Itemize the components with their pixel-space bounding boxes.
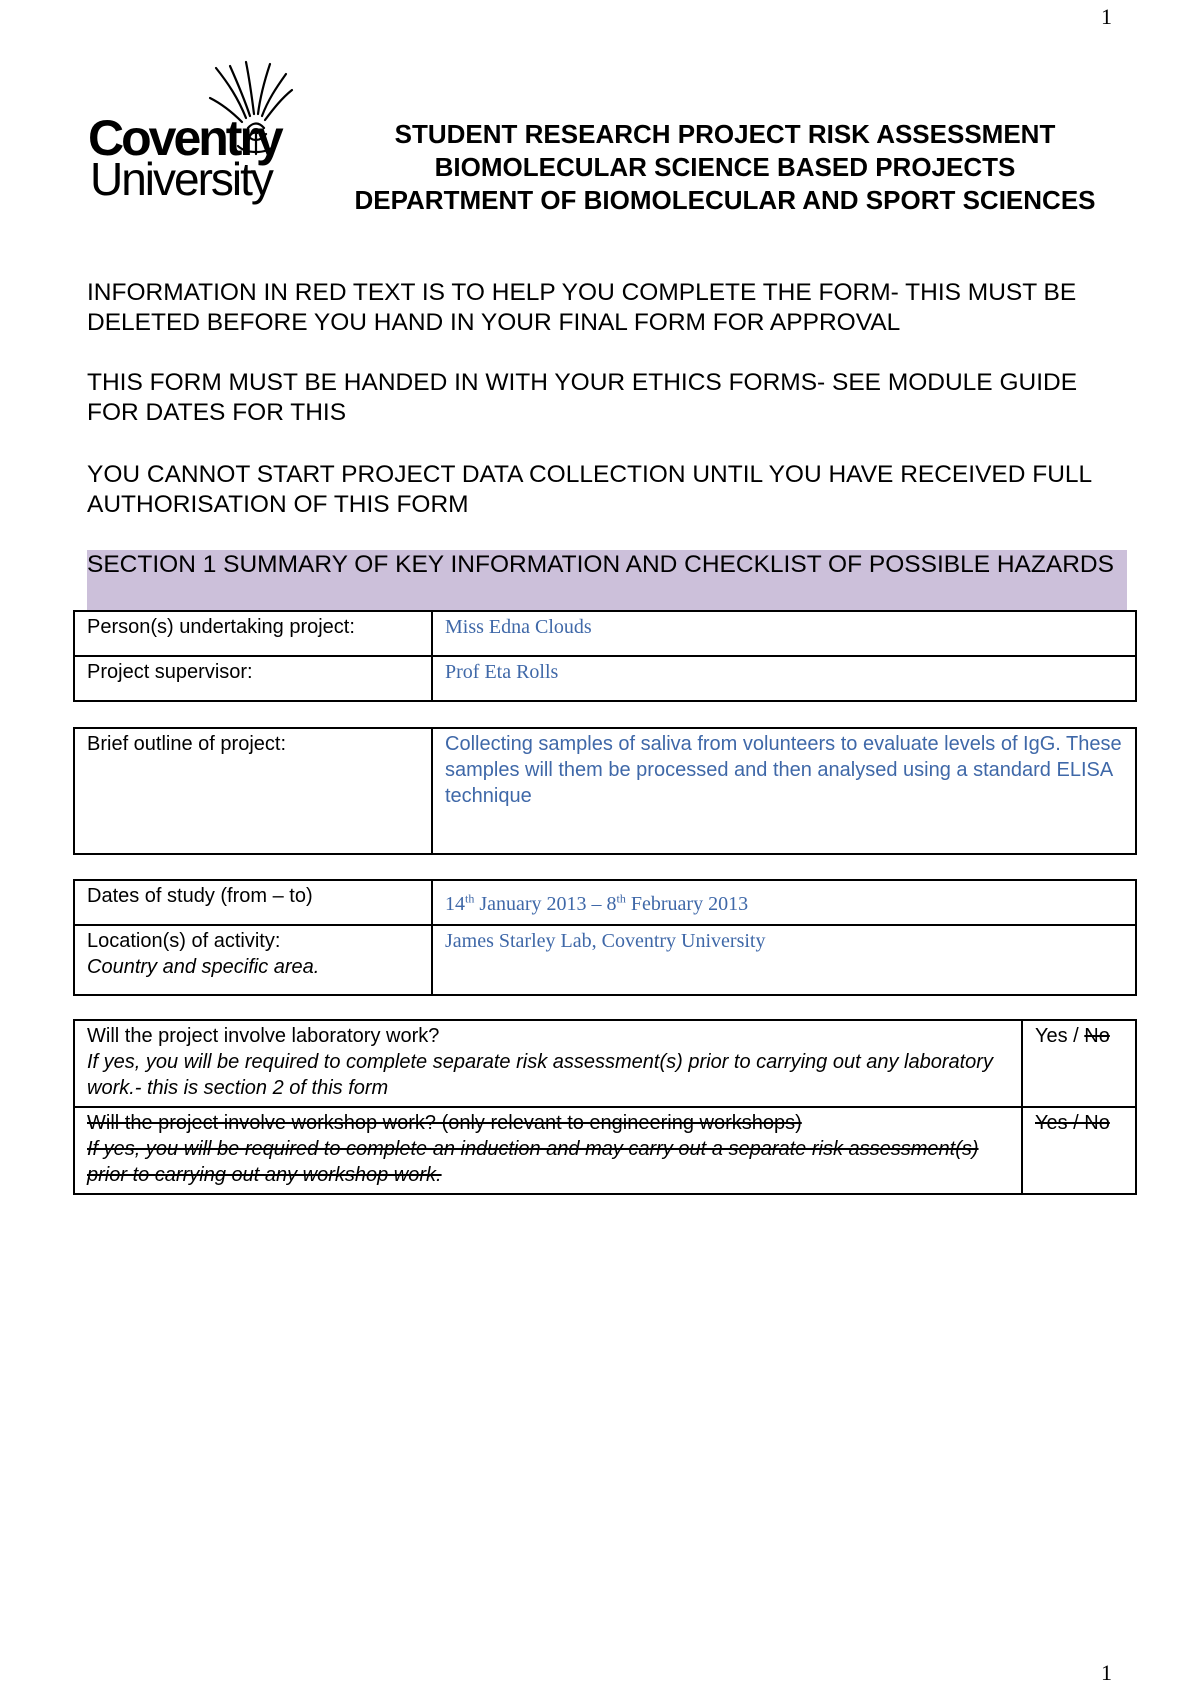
notice-red-text: INFORMATION IN RED TEXT IS TO HELP YOU COMPLETE THE FORM- THIS MUST BE DELETED BEFORE YOU HAND IN YOUR FINAL FORM FOR APPROVAL bbox=[87, 279, 1077, 336]
outline-value[interactable]: Collecting samples of saliva from volunteers to evaluate levels of IgG. These samples will them be processed and then analysed using a standard ELISA technique bbox=[432, 728, 1136, 854]
title-line-3: DEPARTMENT OF BIOMOLECULAR AND SPORT SCIENCES bbox=[354, 185, 1096, 215]
notice-authorisation: YOU CANNOT START PROJECT DATA COLLECTION UNTIL YOU HAVE RECEIVED FULL AUTHORISATION OF THIS FORM bbox=[87, 461, 1092, 518]
coventry-university-logo bbox=[88, 58, 298, 208]
lab-answer[interactable] bbox=[1022, 1020, 1136, 1107]
table-row bbox=[74, 611, 1136, 656]
table-row bbox=[74, 925, 1136, 995]
outline-label: Brief outline of project: bbox=[74, 728, 432, 854]
persons-value[interactable]: Miss Edna Clouds bbox=[432, 611, 1136, 656]
from-rest: January 2013 – bbox=[474, 893, 607, 915]
dates-table bbox=[73, 879, 1137, 996]
document-title bbox=[300, 118, 1150, 217]
dates-value[interactable] bbox=[432, 880, 1136, 925]
lab-no: No bbox=[1084, 1025, 1110, 1047]
lab-yes: Yes / bbox=[1035, 1025, 1085, 1047]
table-row bbox=[74, 880, 1136, 925]
persons-label: Person(s) undertaking project: bbox=[74, 611, 432, 656]
workshop-question: Will the project involve workshop work? (only relevant to engineering workshops) bbox=[87, 1112, 802, 1134]
location-label-cell bbox=[74, 925, 432, 995]
from-day-suffix: th bbox=[465, 891, 475, 906]
workshop-hint: If yes, you will be required to complete an induction and may carry out a separate risk assessment(s) prior to carrying out any workshop work. bbox=[87, 1138, 979, 1186]
supervisor-value[interactable]: Prof Eta Rolls bbox=[432, 656, 1136, 701]
to-day: 8 bbox=[606, 893, 617, 915]
location-hint: Country and specific area. bbox=[87, 956, 320, 978]
title-line-2: BIOMOLECULAR SCIENCE BASED PROJECTS bbox=[434, 152, 1016, 182]
logo-word-coventry: Coventry bbox=[88, 110, 281, 166]
title-line-1: STUDENT RESEARCH PROJECT RISK ASSESSMENT bbox=[394, 119, 1056, 149]
supervisor-label: Project supervisor: bbox=[74, 656, 432, 701]
from-day: 14 bbox=[445, 893, 465, 915]
dates-label: Dates of study (from – to) bbox=[74, 880, 432, 925]
location-label: Location(s) of activity: bbox=[87, 930, 281, 952]
table-row bbox=[74, 1020, 1136, 1107]
workshop-question-cell bbox=[74, 1107, 1022, 1194]
outline-table bbox=[73, 727, 1137, 855]
table-row bbox=[74, 656, 1136, 701]
table-row bbox=[74, 728, 1136, 854]
lab-question-cell bbox=[74, 1020, 1022, 1107]
page-number-top: 1 bbox=[1101, 4, 1112, 29]
page-number-bottom: 1 bbox=[1101, 1660, 1112, 1685]
logo-word-university: University bbox=[90, 153, 272, 205]
section-1-header: SECTION 1 SUMMARY OF KEY INFORMATION AND CHECKLIST OF POSSIBLE HAZARDS bbox=[87, 550, 1127, 610]
people-table bbox=[73, 610, 1137, 702]
location-value[interactable]: James Starley Lab, Coventry University bbox=[432, 925, 1136, 995]
workshop-answer[interactable]: Yes / No bbox=[1022, 1107, 1136, 1194]
notice-ethics-forms: THIS FORM MUST BE HANDED IN WITH YOUR ETHICS FORMS- SEE MODULE GUIDE FOR DATES FOR THIS bbox=[87, 369, 1078, 426]
table-row bbox=[74, 1107, 1136, 1194]
questions-table bbox=[73, 1019, 1137, 1195]
lab-hint: If yes, you will be required to complete separate risk assessment(s) prior to carrying out any laboratory work.- this is section 2 of this form bbox=[87, 1051, 993, 1099]
lab-question: Will the project involve laboratory work? bbox=[87, 1025, 440, 1047]
to-day-suffix: th bbox=[616, 891, 626, 906]
to-rest: February 2013 bbox=[625, 893, 749, 915]
